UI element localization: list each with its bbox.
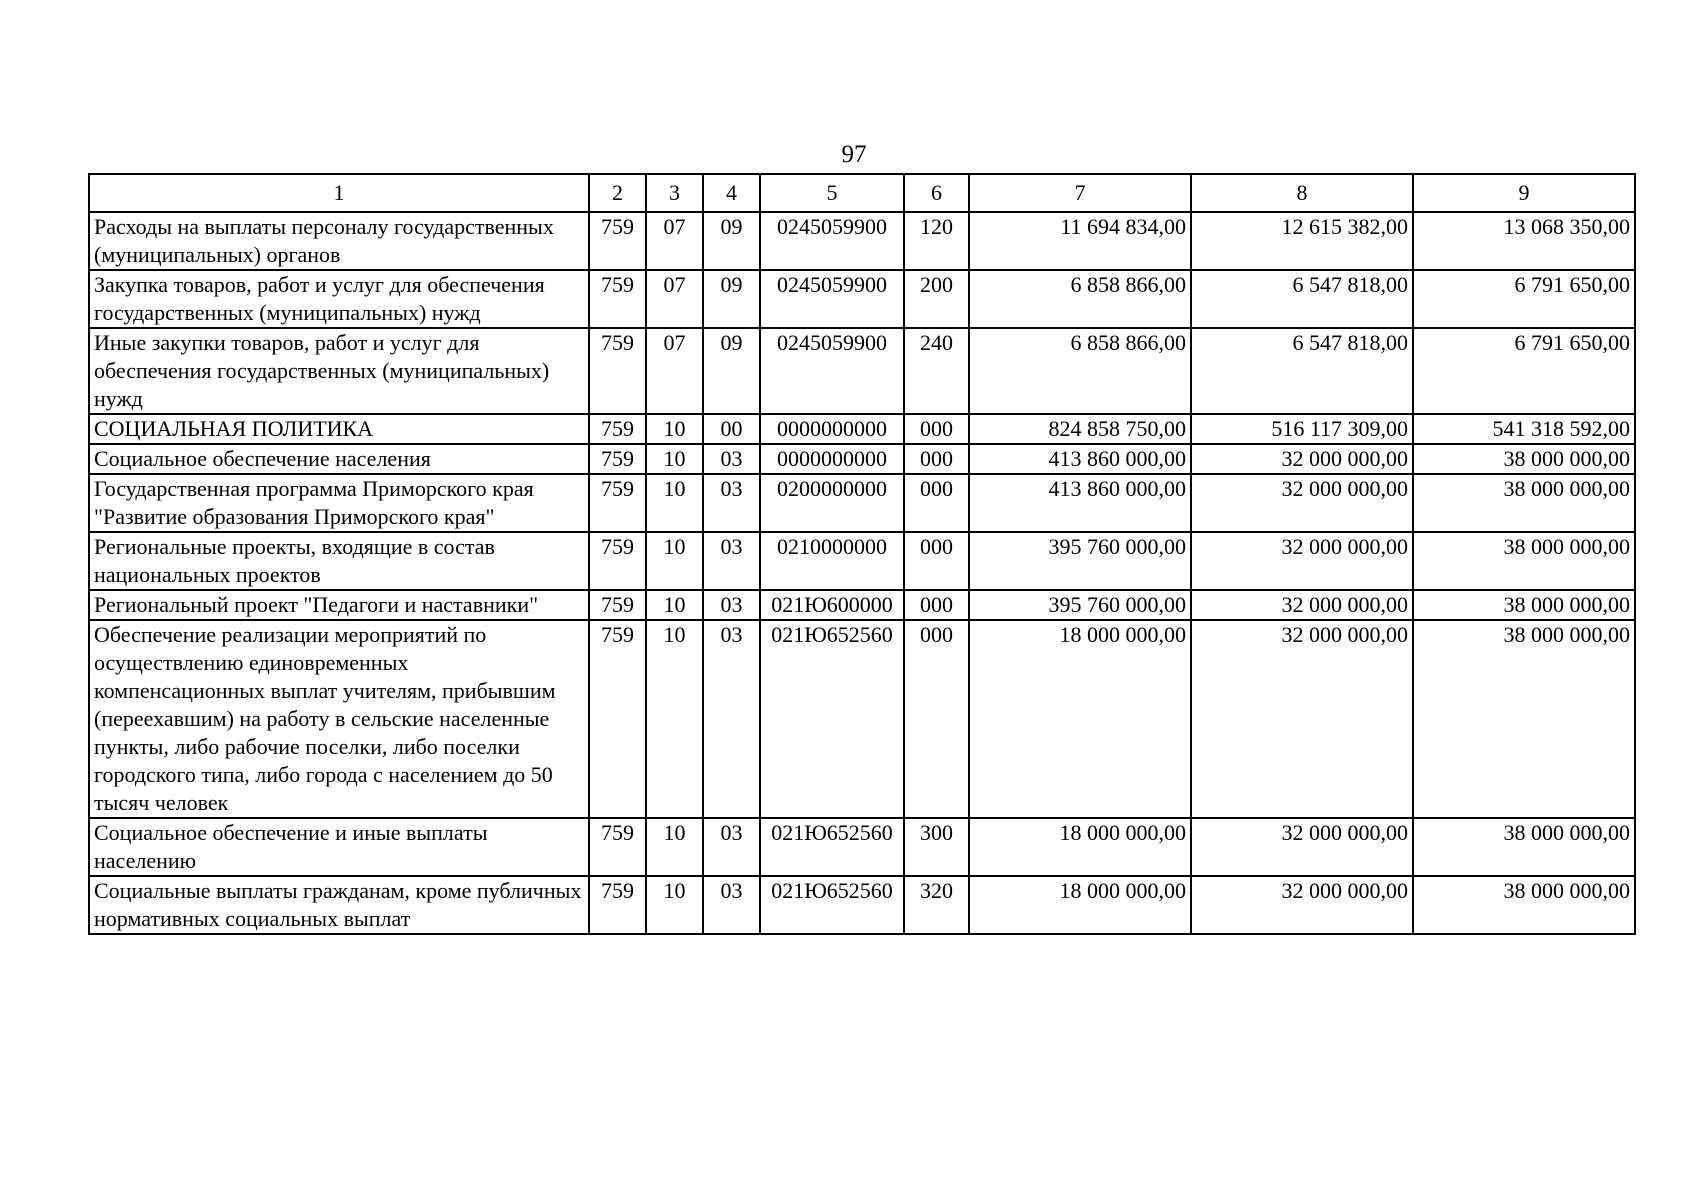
table-row xyxy=(89,212,1635,270)
section-code: 10 xyxy=(646,818,703,876)
subsection-code: 03 xyxy=(703,590,760,620)
amount-col7: 18 000 000,00 xyxy=(969,818,1191,876)
amount-col9: 38 000 000,00 xyxy=(1413,876,1635,934)
table-row xyxy=(89,474,1635,532)
expense-type-code: 240 xyxy=(904,328,969,414)
subsection-code: 03 xyxy=(703,620,760,818)
row-name: Региональные проекты, входящие в состав национальных проектов xyxy=(89,532,589,590)
section-code: 10 xyxy=(646,876,703,934)
row-name: СОЦИАЛЬНАЯ ПОЛИТИКА xyxy=(89,414,589,444)
amount-col7: 6 858 866,00 xyxy=(969,270,1191,328)
table-row xyxy=(89,444,1635,474)
amount-col7: 395 760 000,00 xyxy=(969,590,1191,620)
amount-col9: 38 000 000,00 xyxy=(1413,818,1635,876)
column-header: 4 xyxy=(703,174,760,212)
amount-col7: 395 760 000,00 xyxy=(969,532,1191,590)
amount-col9: 13 068 350,00 xyxy=(1413,212,1635,270)
target-article-code: 0200000000 xyxy=(760,474,904,532)
row-name: Социальные выплаты гражданам, кроме публичных нормативных социальных выплат xyxy=(89,876,589,934)
table-row xyxy=(89,414,1635,444)
amount-col8: 6 547 818,00 xyxy=(1191,270,1413,328)
column-header: 7 xyxy=(969,174,1191,212)
amount-col9: 38 000 000,00 xyxy=(1413,590,1635,620)
expense-type-code: 000 xyxy=(904,474,969,532)
subsection-code: 09 xyxy=(703,212,760,270)
amount-col9: 38 000 000,00 xyxy=(1413,444,1635,474)
target-article-code: 021Ю652560 xyxy=(760,876,904,934)
target-article-code: 0210000000 xyxy=(760,532,904,590)
expense-type-code: 200 xyxy=(904,270,969,328)
table-row xyxy=(89,270,1635,328)
amount-col8: 32 000 000,00 xyxy=(1191,532,1413,590)
amount-col7: 6 858 866,00 xyxy=(969,328,1191,414)
subsection-code: 03 xyxy=(703,474,760,532)
expense-type-code: 120 xyxy=(904,212,969,270)
section-code: 10 xyxy=(646,444,703,474)
amount-col9: 38 000 000,00 xyxy=(1413,620,1635,818)
grbs-code: 759 xyxy=(589,414,646,444)
grbs-code: 759 xyxy=(589,444,646,474)
target-article-code: 0245059900 xyxy=(760,328,904,414)
grbs-code: 759 xyxy=(589,620,646,818)
amount-col7: 18 000 000,00 xyxy=(969,620,1191,818)
table-row xyxy=(89,876,1635,934)
amount-col8: 32 000 000,00 xyxy=(1191,818,1413,876)
amount-col7: 413 860 000,00 xyxy=(969,444,1191,474)
column-header: 1 xyxy=(89,174,589,212)
expense-type-code: 000 xyxy=(904,590,969,620)
grbs-code: 759 xyxy=(589,876,646,934)
target-article-code: 021Ю600000 xyxy=(760,590,904,620)
amount-col9: 38 000 000,00 xyxy=(1413,532,1635,590)
row-name: Обеспечение реализации мероприятий по осуществлению единовременных компенсационных выплат учителям, прибывшим (переехавшим) на работу в сельские населенные пункты, либо рабочие поселки, либо поселки городского типа, либо города с населением до 50 тысяч человек xyxy=(89,620,589,818)
amount-col7: 824 858 750,00 xyxy=(969,414,1191,444)
subsection-code: 03 xyxy=(703,444,760,474)
grbs-code: 759 xyxy=(589,474,646,532)
grbs-code: 759 xyxy=(589,532,646,590)
grbs-code: 759 xyxy=(589,270,646,328)
section-code: 07 xyxy=(646,270,703,328)
target-article-code: 021Ю652560 xyxy=(760,620,904,818)
amount-col9: 541 318 592,00 xyxy=(1413,414,1635,444)
row-name: Региональный проект "Педагоги и наставники" xyxy=(89,590,589,620)
target-article-code: 0000000000 xyxy=(760,414,904,444)
page-number: 97 xyxy=(841,141,867,168)
section-code: 10 xyxy=(646,414,703,444)
table-row xyxy=(89,328,1635,414)
row-name: Закупка товаров, работ и услуг для обеспечения государственных (муниципальных) нужд xyxy=(89,270,589,328)
amount-col8: 32 000 000,00 xyxy=(1191,876,1413,934)
amount-col9: 38 000 000,00 xyxy=(1413,474,1635,532)
section-code: 10 xyxy=(646,590,703,620)
amount-col8: 32 000 000,00 xyxy=(1191,444,1413,474)
expense-type-code: 000 xyxy=(904,444,969,474)
amount-col8: 12 615 382,00 xyxy=(1191,212,1413,270)
subsection-code: 03 xyxy=(703,876,760,934)
target-article-code: 0245059900 xyxy=(760,212,904,270)
column-header: 2 xyxy=(589,174,646,212)
target-article-code: 0245059900 xyxy=(760,270,904,328)
amount-col8: 32 000 000,00 xyxy=(1191,474,1413,532)
subsection-code: 03 xyxy=(703,532,760,590)
column-header: 6 xyxy=(904,174,969,212)
subsection-code: 09 xyxy=(703,270,760,328)
table-row xyxy=(89,590,1635,620)
amount-col8: 6 547 818,00 xyxy=(1191,328,1413,414)
section-code: 10 xyxy=(646,620,703,818)
expense-type-code: 000 xyxy=(904,414,969,444)
grbs-code: 759 xyxy=(589,818,646,876)
column-header: 5 xyxy=(760,174,904,212)
amount-col8: 516 117 309,00 xyxy=(1191,414,1413,444)
row-name: Социальное обеспечение и иные выплаты населению xyxy=(89,818,589,876)
amount-col7: 11 694 834,00 xyxy=(969,212,1191,270)
target-article-code: 021Ю652560 xyxy=(760,818,904,876)
table-row xyxy=(89,818,1635,876)
amount-col8: 32 000 000,00 xyxy=(1191,620,1413,818)
subsection-code: 03 xyxy=(703,818,760,876)
expense-type-code: 300 xyxy=(904,818,969,876)
table-header-row xyxy=(89,174,1635,212)
row-name: Социальное обеспечение населения xyxy=(89,444,589,474)
target-article-code: 0000000000 xyxy=(760,444,904,474)
amount-col8: 32 000 000,00 xyxy=(1191,590,1413,620)
section-code: 07 xyxy=(646,212,703,270)
amount-col9: 6 791 650,00 xyxy=(1413,270,1635,328)
grbs-code: 759 xyxy=(589,212,646,270)
column-header: 8 xyxy=(1191,174,1413,212)
table-row xyxy=(89,620,1635,818)
section-code: 10 xyxy=(646,474,703,532)
grbs-code: 759 xyxy=(589,590,646,620)
column-header: 9 xyxy=(1413,174,1635,212)
table-row xyxy=(89,532,1635,590)
grbs-code: 759 xyxy=(589,328,646,414)
row-name: Расходы на выплаты персоналу государственных (муниципальных) органов xyxy=(89,212,589,270)
expense-type-code: 000 xyxy=(904,532,969,590)
amount-col7: 413 860 000,00 xyxy=(969,474,1191,532)
amount-col9: 6 791 650,00 xyxy=(1413,328,1635,414)
budget-table xyxy=(88,173,1636,935)
subsection-code: 09 xyxy=(703,328,760,414)
amount-col7: 18 000 000,00 xyxy=(969,876,1191,934)
column-header: 3 xyxy=(646,174,703,212)
expense-type-code: 000 xyxy=(904,620,969,818)
section-code: 07 xyxy=(646,328,703,414)
row-name: Иные закупки товаров, работ и услуг для обеспечения государственных (муниципальных) нужд xyxy=(89,328,589,414)
expense-type-code: 320 xyxy=(904,876,969,934)
row-name: Государственная программа Приморского края "Развитие образования Приморского края" xyxy=(89,474,589,532)
section-code: 10 xyxy=(646,532,703,590)
subsection-code: 00 xyxy=(703,414,760,444)
